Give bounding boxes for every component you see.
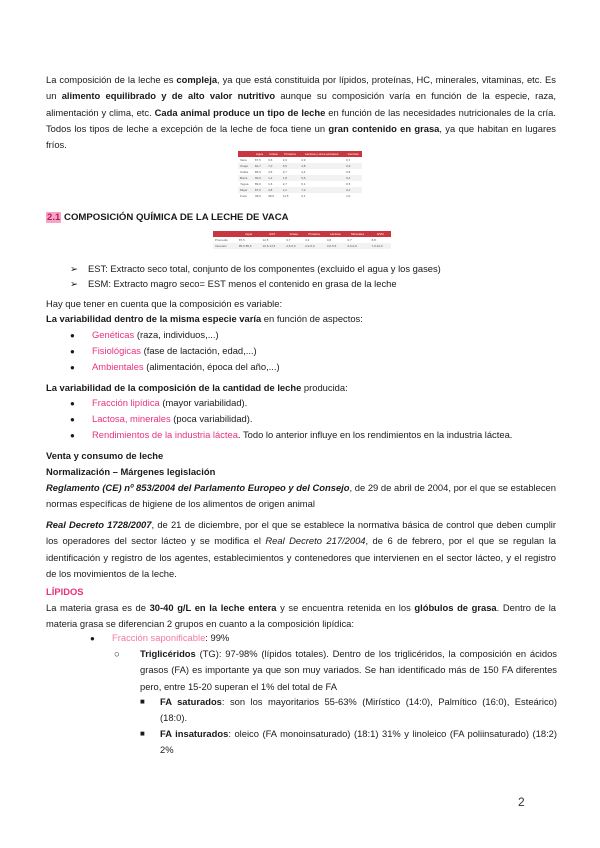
bullet-icon: ● (70, 399, 75, 408)
table-header-cell: Minerales (346, 231, 370, 237)
table-cell: 82,7 (253, 163, 266, 169)
table-header-cell: ESM (370, 231, 391, 237)
bullet-icon: ● (70, 363, 75, 372)
intro-paragraph (46, 72, 556, 153)
table-cell: Intervalo (213, 243, 237, 249)
table-cell: 4,5 (268, 170, 273, 174)
section-number: 2.1 (47, 212, 61, 223)
table-cell: 90,0 (253, 175, 266, 181)
bullet-geneticas (70, 327, 219, 344)
bullet-label: Lactosa, minerales (92, 413, 171, 424)
square-bullet-icon: ■ (140, 729, 145, 738)
table-cell: 0,9 (344, 163, 362, 169)
table-cell: 38,0 (268, 194, 274, 198)
bullet-label: Genéticas (92, 329, 135, 340)
arrow-item-esm (70, 276, 397, 292)
intro-bold-text: compleja (176, 74, 218, 85)
royal-decree-ref: Real Decreto 217/2004 (265, 535, 366, 547)
table-cell: 4,8 (326, 238, 332, 242)
triglycerides-paragraph (140, 646, 557, 695)
table-header-cell: Cenizas (344, 151, 362, 157)
table-cell: 7,0 (266, 163, 281, 169)
table-row (238, 193, 362, 199)
table-cell: 6,6 (299, 175, 344, 181)
table-cell: 0,4 (344, 175, 362, 181)
intro-bold-text: gran contenido en grasa (328, 122, 440, 134)
lipids-text: La materia grasa es de (46, 602, 150, 613)
table-cell: 3,6 (268, 158, 273, 162)
circle-bullet-icon: ○ (114, 648, 120, 659)
royal-decree-mid: , de 21 de diciembre, por el que se establece la normativa básica de control que deben cumplir los operadores del sector lácteo y se modifica el (46, 519, 556, 547)
sales-heading: Venta y consumo de leche (46, 450, 164, 461)
bullet-lactosa (70, 411, 253, 428)
triglycerides-bold: Triglicéridos (140, 648, 196, 659)
bullet-icon: ● (70, 331, 75, 340)
bullet-label: Fracción saponificable (112, 632, 206, 643)
legislation-heading: Normalización – Márgenes legislación (46, 466, 216, 477)
table-cell: 3,7 (286, 238, 291, 242)
intro-text: , ya que habitan en lugares fríos. (46, 122, 556, 151)
table-cell: 12,5 (262, 238, 269, 242)
bullet-ambientales (70, 359, 280, 376)
triglycerides-rest: (TG): 97-98% (lípidos totales). Dentro de los triglicéridos, la composición en ácidos grasos (FA) es importante ya que son muy variados. Se han identificado más de 150 FA diferentes pero, entre 15-20 superan el 1% del total de FA (140, 648, 557, 692)
table-cell: 89,0 (254, 182, 261, 186)
table-header-cell: Lactosa y otros azúcares (299, 151, 344, 157)
table-cell: Foca (240, 194, 247, 198)
bullet-icon: ● (70, 415, 75, 424)
table-header-cell: Grasa (266, 151, 281, 157)
lipids-bold: glóbulos de grasa (414, 602, 497, 613)
table-cell: 0,8 (346, 170, 351, 174)
lipids-bold: 30-40 g/L en la leche entera (149, 602, 277, 613)
regulation-title: Reglamento (CE) nº 853/2004 del Parlamento Europeo y del Consejo (46, 482, 350, 493)
bullet-rest: (alimentación, época del año,...) (143, 361, 280, 372)
unsaturated-rest: : oleico (FA monoinsaturado) (18:1) 31% y linoleico (FA poliinsaturado) (18:2) 2% (160, 728, 558, 756)
bullet-fraccion-saponificable (90, 630, 229, 647)
page-number: 2 (518, 795, 525, 809)
bullet-rest: : 99% (205, 632, 230, 643)
table-cell: 0,7 (346, 158, 351, 162)
table-cell: 3,3 (305, 238, 310, 242)
table-cell: 2,5-6,0 (284, 243, 303, 249)
table-cell: 0,2 (344, 187, 362, 193)
table-cell: 86,5 (254, 170, 261, 174)
table-cell: 4,9 (301, 158, 306, 162)
intro-text: , ya que está constituida por lípidos, proteínas, HC, minerales, vitaminas, etc. Es un (46, 74, 556, 102)
arrow-item-est (70, 261, 441, 277)
lipids-text: y se encuentra retenida en los (276, 602, 415, 613)
table-cell: 1,6 (268, 182, 273, 186)
table-cell: 87,6 (253, 187, 266, 193)
table-cell: 2,9-5,0 (303, 243, 325, 249)
intro-bold-text: Cada animal produce un tipo de leche (154, 106, 326, 118)
bullet-rendimientos (70, 427, 512, 444)
table-header-cell: Proteína (281, 151, 299, 157)
table-cell: Vaca (240, 158, 247, 162)
species-lead-bold: La variabilidad dentro de la misma especie varía (46, 313, 262, 324)
lipids-text: . Dentro de la materia grasa se diferencian 2 grupos en cuanto a la composición lipídica: (46, 602, 556, 630)
unsaturated-fa-paragraph (160, 726, 557, 759)
table-cell: Oveja (238, 163, 253, 169)
bullet-icon: ● (70, 347, 75, 356)
lipids-heading: LÍPIDOS (46, 586, 84, 597)
table-cell: Yegua (240, 182, 249, 186)
bullet-rest: (fase de lactación, edad,...) (140, 345, 257, 356)
intro-text: aunque su composición varía en función de la especie, raza, alimentación y clima, etc. (46, 90, 556, 118)
table-header-cell: Proteína (303, 231, 325, 237)
table-cell: 10,5-14,5 (261, 243, 285, 249)
table-cell: Cabra (240, 170, 249, 174)
royal-decree-paragraph (46, 517, 556, 582)
table-cell: 0,7 (347, 238, 352, 242)
bullet-rest: . Todo lo anterior influye en los rendimientos en la industria láctea. (237, 429, 513, 440)
intro-text: La composición de la leche es (46, 74, 177, 85)
table-cell: 48,0 (254, 194, 261, 198)
quantity-variability-lead (46, 380, 348, 396)
saturated-fa-paragraph (160, 694, 557, 727)
table-cell: 6,1 (301, 182, 306, 186)
quantity-lead-bold: La variabilidad de la composición de la cantidad de leche (46, 382, 302, 393)
table-header-cell: Agua (237, 231, 261, 237)
table-cell: 1,8 (281, 175, 299, 181)
table-cell: 7,9-10,0 (370, 243, 391, 249)
saturated-rest: : son los mayoritarios 55-63% (Mirístico (14:0), Palmítico (16:0), Esteárico) (18:0). (160, 696, 557, 724)
regulation-paragraph (46, 480, 556, 513)
arrow-item-text: ESM: Extracto magro seco= EST menos el contenido en grasa de la leche (88, 278, 397, 289)
intro-text: en función de las necesidades nutricionales de la cría. Todos los tipos de leche a excepción de la leche de foca tiene un (46, 106, 556, 134)
bullet-rest: (raza, individuos,...) (134, 329, 219, 340)
table-header-cell: Lactosa (325, 231, 346, 237)
milk-species-table (238, 151, 362, 199)
unsaturated-bold: FA insaturados (160, 728, 229, 739)
table-cell: 4,4 (301, 170, 306, 174)
table-cell: 11,5 (282, 194, 289, 198)
bullet-fraccion-lipidica (70, 395, 247, 412)
bullet-label: Ambientales (92, 361, 144, 372)
arrow-icon: ➢ (70, 263, 78, 274)
table-cell: 87,5 (254, 158, 261, 162)
table-cell: Promedio (215, 238, 228, 242)
table-cell: Burra (238, 175, 253, 181)
table-cell: 87,5 (238, 238, 245, 242)
table-cell: Mujer (238, 187, 253, 193)
table-cell: 1,2 (281, 187, 299, 193)
species-variability-lead (46, 311, 363, 327)
lipids-paragraph (46, 600, 556, 633)
section-heading-2-1 (46, 212, 289, 223)
table-cell: 0,6-0,9 (346, 243, 370, 249)
saturated-bold: FA saturados (160, 696, 222, 707)
bullet-label: Fracción lipídica (92, 397, 160, 408)
bullet-fisiologicas (70, 343, 257, 360)
royal-decree-title: Real Decreto 1728/2007 (46, 519, 152, 530)
table-cell: 1,0 (346, 194, 351, 198)
table-cell: 3,8 (266, 187, 281, 193)
table-cell: 0,1 (301, 194, 306, 198)
arrow-icon: ➢ (70, 278, 78, 289)
table-cell: 5,5 (281, 163, 299, 169)
table-cell: 4,8 (299, 163, 344, 169)
species-lead-rest: en función de aspectos: (261, 313, 363, 324)
table-header-cell: Agua (253, 151, 266, 157)
bullet-rest: (poca variabilidad). (170, 413, 253, 424)
bullet-rest: (mayor variabilidad). (159, 397, 248, 408)
table-cell: 8,8 (371, 238, 376, 242)
table-cell: 3,3 (282, 158, 287, 162)
arrow-item-text: EST: Extracto seco total, conjunto de los componentes (excluido el agua y los gases) (88, 263, 441, 274)
table-cell: 85,5-89,5 (237, 243, 261, 249)
table-cell: 1,2 (266, 175, 281, 181)
bullet-label: Rendimientos de la industria láctea (92, 429, 238, 440)
intro-bold-text: alimento equilibrado y de alto valor nutritivo (61, 90, 276, 102)
table-header-cell: Grasa (284, 231, 303, 237)
cow-milk-composition-table (213, 231, 391, 249)
regulation-rest: , de 29 de abril de 2004, por el que se establecen normas específicas de higiene de los alimentos de origen animal (46, 482, 556, 510)
quantity-lead-rest: producida: (301, 382, 348, 393)
table-row (213, 243, 391, 249)
table-cell: 7,0 (299, 187, 344, 193)
bullet-icon: ● (90, 634, 95, 643)
section-title: COMPOSICIÓN QUÍMICA DE LA LECHE DE VACA (64, 212, 289, 223)
table-cell: 3,6-5,5 (325, 243, 346, 249)
bullet-label: Fisiológicas (92, 345, 141, 356)
table-cell: 0,5 (346, 182, 351, 186)
table-cell: 3,7 (282, 170, 287, 174)
table-header-cell: EST (261, 231, 285, 237)
square-bullet-icon: ■ (140, 697, 145, 706)
royal-decree-rest: , de 6 de febrero, por el que se regulan la identificación y registro de los agentes, establecimientos y contenedores que intervienen en el sector lácteo, y el registro de los movimientos de la leche. (46, 535, 556, 579)
table-cell: 2,7 (282, 182, 287, 186)
variability-intro: Hay que tener en cuenta que la composición es variable: (46, 298, 283, 309)
bullet-icon: ● (70, 431, 75, 440)
